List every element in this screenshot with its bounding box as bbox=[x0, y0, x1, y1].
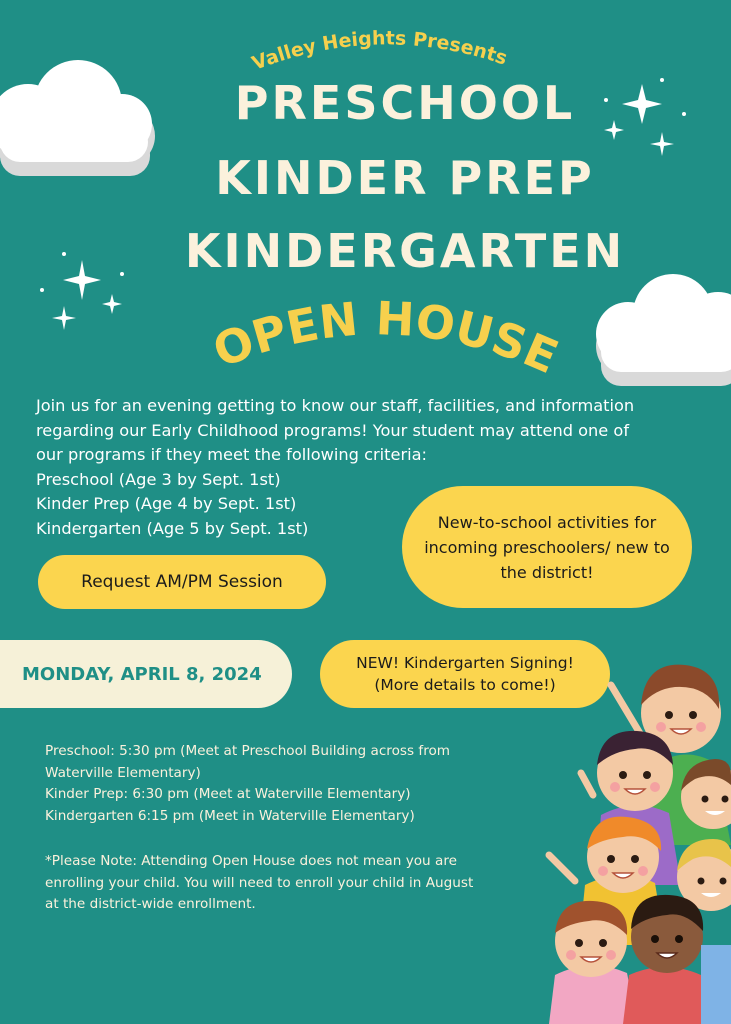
criteria-preschool: Preschool (Age 3 by Sept. 1st) bbox=[36, 469, 281, 489]
callout-line: New-to-school activities for bbox=[437, 512, 657, 532]
callout-line: (More details to come!) bbox=[374, 676, 556, 694]
presents-heading bbox=[0, 14, 731, 84]
enrollment-note bbox=[45, 851, 525, 916]
schedule-line: Preschool: 5:30 pm (Meet at Preschool Building across from bbox=[45, 743, 451, 759]
criteria-kinder-prep: Kinder Prep (Age 4 by Sept. 1st) bbox=[36, 494, 297, 513]
note-line: at the district-wide enrollment. bbox=[45, 896, 256, 912]
criteria-kindergarten: Kindergarten (Age 5 by Sept. 1st) bbox=[36, 518, 309, 538]
sparkle-icon bbox=[34, 244, 134, 340]
schedule-line: Kindergarten 6:15 pm (Meet in Waterville Elementary) bbox=[45, 807, 415, 824]
intro-line: our programs if they meet the following criteria: bbox=[36, 445, 427, 464]
schedule bbox=[45, 741, 525, 827]
children-illustration bbox=[545, 645, 731, 1024]
callout-line: incoming preschoolers/ new to bbox=[424, 537, 670, 557]
program-title-kindergarten: KINDERGARTEN bbox=[184, 224, 626, 278]
event-date: MONDAY, APRIL 8, 2024 bbox=[0, 640, 292, 708]
open-house-title bbox=[200, 276, 570, 396]
cloud-icon bbox=[593, 272, 731, 390]
intro-line: regarding our Early Childhood programs! Your student may attend one of bbox=[36, 420, 630, 440]
schedule-line: Waterville Elementary) bbox=[45, 764, 201, 781]
callout-line: the district! bbox=[500, 562, 594, 582]
note-line: enrolling your child. You will need to enroll your child in August bbox=[45, 874, 474, 891]
program-title-preschool: PRESCHOOL bbox=[234, 76, 576, 130]
program-title-kinder-prep: KINDER PREP bbox=[215, 151, 595, 205]
request-session-button[interactable]: Request AM/PM Session bbox=[38, 555, 326, 609]
note-line: *Please Note: Attending Open House does not mean you are bbox=[45, 853, 457, 869]
svg-text:OPEN HOUSE: OPEN HOUSE bbox=[205, 290, 566, 385]
intro-line: Join us for an evening getting to know our staff, facilities, and information bbox=[36, 396, 635, 415]
svg-text:Valley Heights Presents: Valley Heights Presents bbox=[249, 27, 511, 75]
schedule-line: Kinder Prep: 6:30 pm (Meet at Waterville Elementary) bbox=[45, 786, 411, 802]
new-to-school-callout bbox=[402, 486, 692, 608]
callout-line: NEW! Kindergarten Signing! bbox=[356, 654, 574, 672]
